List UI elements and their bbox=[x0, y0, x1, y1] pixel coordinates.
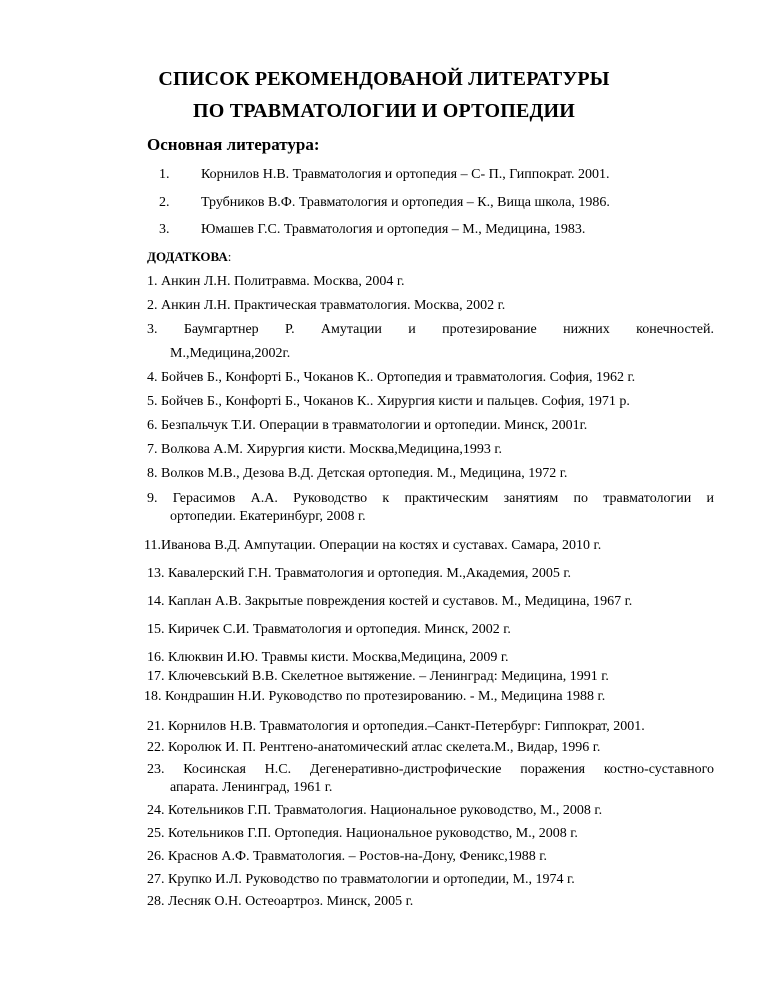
additional-list-item-continuation: ортопедии. Екатеринбург, 2008 г. bbox=[170, 509, 366, 524]
additional-list-item: 6. Безпальчук Т.И. Операции в травматологии и ортопедии. Минск, 2001г. bbox=[147, 418, 588, 433]
additional-heading-colon: : bbox=[227, 249, 232, 264]
additional-list-item: 25. Котельников Г.П. Ортопедия. Национальное руководство, М., 2008 г. bbox=[147, 826, 578, 841]
additional-list-item: 5. Бойчев Б., Конфорті Б., Чоканов К.. Хирургия кисти и пальцев. София, 1971 р. bbox=[147, 394, 630, 409]
additional-list-item: 1. Анкин Л.Н. Политравма. Москва, 2004 г. bbox=[147, 274, 405, 289]
additional-list-item: 21. Корнилов Н.В. Травматология и ортопедия.–Санкт-Петербург: Гиппократ, 2001. bbox=[147, 719, 645, 734]
additional-list-item: 24. Котельников Г.П. Травматология. Национальное руководство, М., 2008 г. bbox=[147, 803, 603, 818]
additional-list-item: 8. Волков М.В., Дезова В.Д. Детская ортопедия. М., Медицина, 1972 г. bbox=[147, 466, 568, 481]
additional-heading-text: ДОДАТКОВА bbox=[147, 249, 228, 264]
additional-list-item: 22. Королюк И. П. Рентгено-анатомический атлас скелета.М., Видар, 1996 г. bbox=[147, 740, 601, 755]
additional-list-item: 17. Ключевський В.В. Скелетное вытяжение. – Ленинград: Медицина, 1991 г. bbox=[147, 669, 609, 684]
document-title-line-2: ПО ТРАВМАТОЛОГИИ И ОРТОПЕДИИ bbox=[193, 100, 575, 122]
additional-list-item: 7. Волкова А.М. Хирургия кисти. Москва,Медицина,1993 г. bbox=[147, 442, 503, 457]
list-number: 3. bbox=[159, 222, 170, 237]
list-text: Трубников В.Ф. Травматология и ортопедия – К., Вища школа, 1986. bbox=[201, 195, 610, 210]
list-number: 2. bbox=[159, 195, 170, 210]
additional-list-item: 4. Бойчев Б., Конфорті Б., Чоканов К.. Ортопедия и травматология. София, 1962 г. bbox=[147, 370, 636, 385]
list-text: Корнилов Н.В. Травматология и ортопедия – С- П., Гиппократ. 2001. bbox=[201, 167, 610, 182]
additional-list-item: 16. Клюквин И.Ю. Травмы кисти. Москва,Медицина, 2009 г. bbox=[147, 650, 509, 665]
additional-list-item: 28. Лесняк О.Н. Остеоартроз. Минск, 2005 г. bbox=[147, 894, 414, 909]
additional-list-item: 27. Крупко И.Л. Руководство по травматологии и ортопедии, М., 1974 г. bbox=[147, 872, 575, 887]
list-text: Юмашев Г.С. Травматология и ортопедия – М., Медицина, 1983. bbox=[201, 222, 586, 237]
additional-literature-heading bbox=[147, 249, 231, 265]
additional-list-item: 26. Краснов А.Ф. Травматология. – Ростов-на-Дону, Феникс,1988 г. bbox=[147, 849, 547, 864]
additional-list-item: 23. Косинская Н.С. Дегенеративно-дистрофические поражения костно-суставного bbox=[147, 762, 714, 777]
additional-list-item: 9. Герасимов А.А. Руководство к практическим занятиям по травматологии и bbox=[147, 491, 714, 506]
additional-list-item: 3. Баумгартнер Р. Амутации и протезирование нижних конечностей. bbox=[147, 322, 714, 337]
additional-list-item: 14. Каплан А.В. Закрытые повреждения костей и суставов. М., Медицина, 1967 г. bbox=[147, 594, 633, 609]
additional-list-item: 11.Иванова В.Д. Ампутации. Операции на костях и суставах. Самара, 2010 г. bbox=[144, 538, 602, 553]
document-title-line-1: СПИСОК РЕКОМЕНДОВАНОЙ ЛИТЕРАТУРЫ bbox=[158, 68, 610, 90]
main-literature-heading: Основная литература: bbox=[147, 135, 320, 154]
list-number: 1. bbox=[159, 167, 170, 182]
additional-list-item: 13. Кавалерский Г.Н. Травматология и ортопедия. М.,Академия, 2005 г. bbox=[147, 566, 572, 581]
additional-list-item: 2. Анкин Л.Н. Практическая травматология. Москва, 2002 г. bbox=[147, 298, 506, 313]
additional-list-item: 18. Кондрашин Н.И. Руководство по протезированию. - М., Медицина 1988 г. bbox=[144, 689, 606, 704]
additional-list-item: 15. Киричек С.И. Травматология и ортопедия. Минск, 2002 г. bbox=[147, 622, 511, 637]
additional-list-item-continuation: апарата. Ленинград, 1961 г. bbox=[170, 780, 333, 795]
additional-list-item-continuation: М.,Медицина,2002г. bbox=[170, 346, 291, 361]
